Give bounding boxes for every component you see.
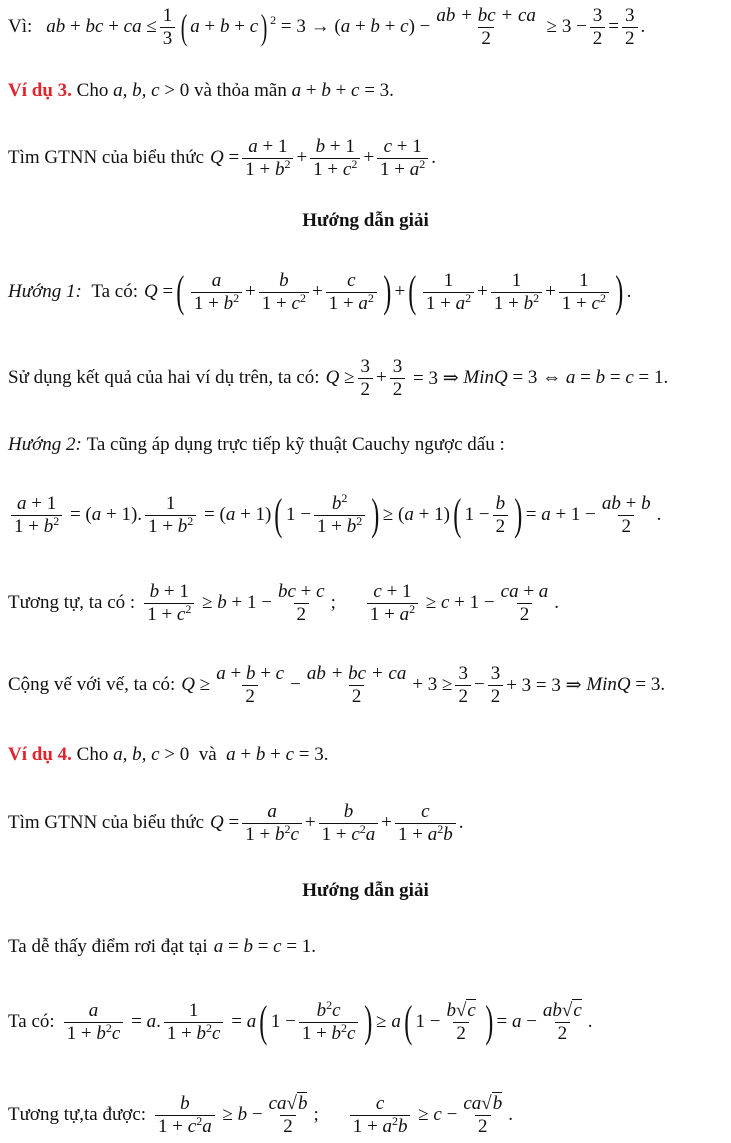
- example-4-condition: và: [198, 744, 217, 765]
- sum-line: Cộng vế với vế, ta có: Q ≥ $\frac{a + b + c}{2}$ − $\frac{ab + bc + ca}{2}$ + 3 ≥ $\frac{3}{2}$ − $\frac{3}{2}$ + 3 = 3 ⇒ MinQ = 3.: [8, 662, 666, 707]
- approach-1-line: Hướng 1: Ta có: Q = ( $\frac{a}{1 + b^2}$ + $\frac{b}{1 + c^2}$ + $\frac{c}{1 + a^2}$ ) + ( $\frac{1}{1 + a^2}$ + $\frac{1}{1 + b^2}$ + $\frac{1}{1 + c^2}$ ) .: [8, 267, 632, 316]
- solution-heading-2: Hướng dẫn giải: [302, 880, 429, 901]
- example-3-label: Ví dụ 3.: [8, 80, 72, 101]
- similar-text-1: Tương tự, ta có :: [8, 592, 136, 613]
- approach-2-line: [8, 430, 505, 460]
- approach-1-text: Ta có:: [91, 281, 138, 302]
- example-3-find-text: Tìm GTNN của biểu thức: [8, 147, 205, 168]
- approach-1-label: Hướng 1:: [8, 281, 82, 302]
- similar-line-1: Tương tự, ta có : $\frac{b + 1}{1 + c^2}$ ≥ b + 1 − $\frac{bc + c}{2}$ ; $\frac{c + 1}{1 + a^2}$ ≥ c + 1 − $\frac{ca + a}{2}$ .: [8, 580, 560, 625]
- point-text: Ta dễ thấy điểm rơi đạt tại: [8, 936, 208, 957]
- because-label: Vì:: [8, 16, 33, 37]
- example-3-heading: Ví dụ 3. Cho a, b, c > 0 và thỏa mãn a + b + c = 3.: [8, 80, 394, 101]
- taco-text: Ta có:: [8, 1011, 55, 1032]
- similar-text-2: Tương tự,ta được:: [8, 1104, 147, 1125]
- use-result-text: Sử dụng kết quả của hai ví dụ trên, ta có:: [8, 367, 320, 388]
- example-3-given: Cho: [76, 80, 109, 101]
- example-4-find-text: Tìm GTNN của biểu thức: [8, 812, 205, 833]
- example-4-heading: Ví dụ 4. Cho a, b, c > 0 và a + b + c = 3.: [8, 744, 329, 765]
- point-line: Ta dễ thấy điểm rơi đạt tại a = b = c = 1.: [8, 936, 317, 957]
- example-4-label: Ví dụ 4.: [8, 744, 72, 765]
- inequality-line-1: Vì: ab + bc + ca ≤ $\frac{1}{3}$ ( a + b + c ) 2 = 3 → ( a + b + c ) − $\frac{ab + bc + ca}{2}$ ≥ 3 − $\frac{3}{2}$ = $\frac{3}{2}$ .: [8, 4, 646, 49]
- sum-text: Cộng vế với vế, ta có:: [8, 674, 176, 695]
- example-4-task: Tìm GTNN của biểu thức Q = $\frac{a}{1 + b^2c}$ + $\frac{b}{1 + c^2a}$ + $\frac{c}{1 + a^2b}$ .: [8, 800, 464, 845]
- similar-line-2: Tương tự,ta được: $\frac{b}{1 + c^2a}$ ≥ b − $\frac{ca√b}{2}$ ; $\frac{c}{1 + a^2b}$ ≥ c − $\frac{ca√b}{2}$ .: [8, 1092, 513, 1137]
- taco-line: Ta có: $\frac{a}{1 + b^2c}$ = a . $\frac{1}{1 + b^2c}$ = a ( 1 − $\frac{b^2c}{1 + b^2c}$ ) ≥ a ( 1 − $\frac{b√c}{2}$ ) = a − $\frac{ab√c}{2}$ .: [8, 997, 593, 1046]
- approach-2-label: Hướng 2:: [8, 434, 82, 455]
- cauchy-inequality-line: $\frac{a + 1}{1 + b^2}$ = ( a + 1). $\frac{1}{1 + b^2}$ = ( a + 1) ( 1 − $\frac{b^2}{1 + b^2}$ ) ≥ ( a + 1) ( 1 − $\frac{b}{2}$ ) = a + 1 − $\frac{ab + b}{2}$ .: [8, 486, 661, 544]
- example-3-condition: và thỏa mãn: [193, 80, 287, 101]
- example-4-given: Cho: [76, 744, 109, 765]
- use-result-line: Sử dụng kết quả của hai ví dụ trên, ta có: Q ≥ $\frac{3}{2}$ + $\frac{3}{2}$ = 3 ⇒ MinQ = 3 ⇔ a = b = c = 1.: [8, 355, 669, 400]
- example-3-task: Tìm GTNN của biểu thức Q = $\frac{a + 1}{1 + b^2}$ + $\frac{b + 1}{1 + c^2}$ + $\frac{c + 1}{1 + a^2}$ .: [8, 135, 437, 180]
- approach-2-text: Ta cũng áp dụng trực tiếp kỹ thuật Cauchy ngược dấu :: [86, 434, 505, 455]
- solution-heading-1: Hướng dẫn giải: [302, 210, 429, 231]
